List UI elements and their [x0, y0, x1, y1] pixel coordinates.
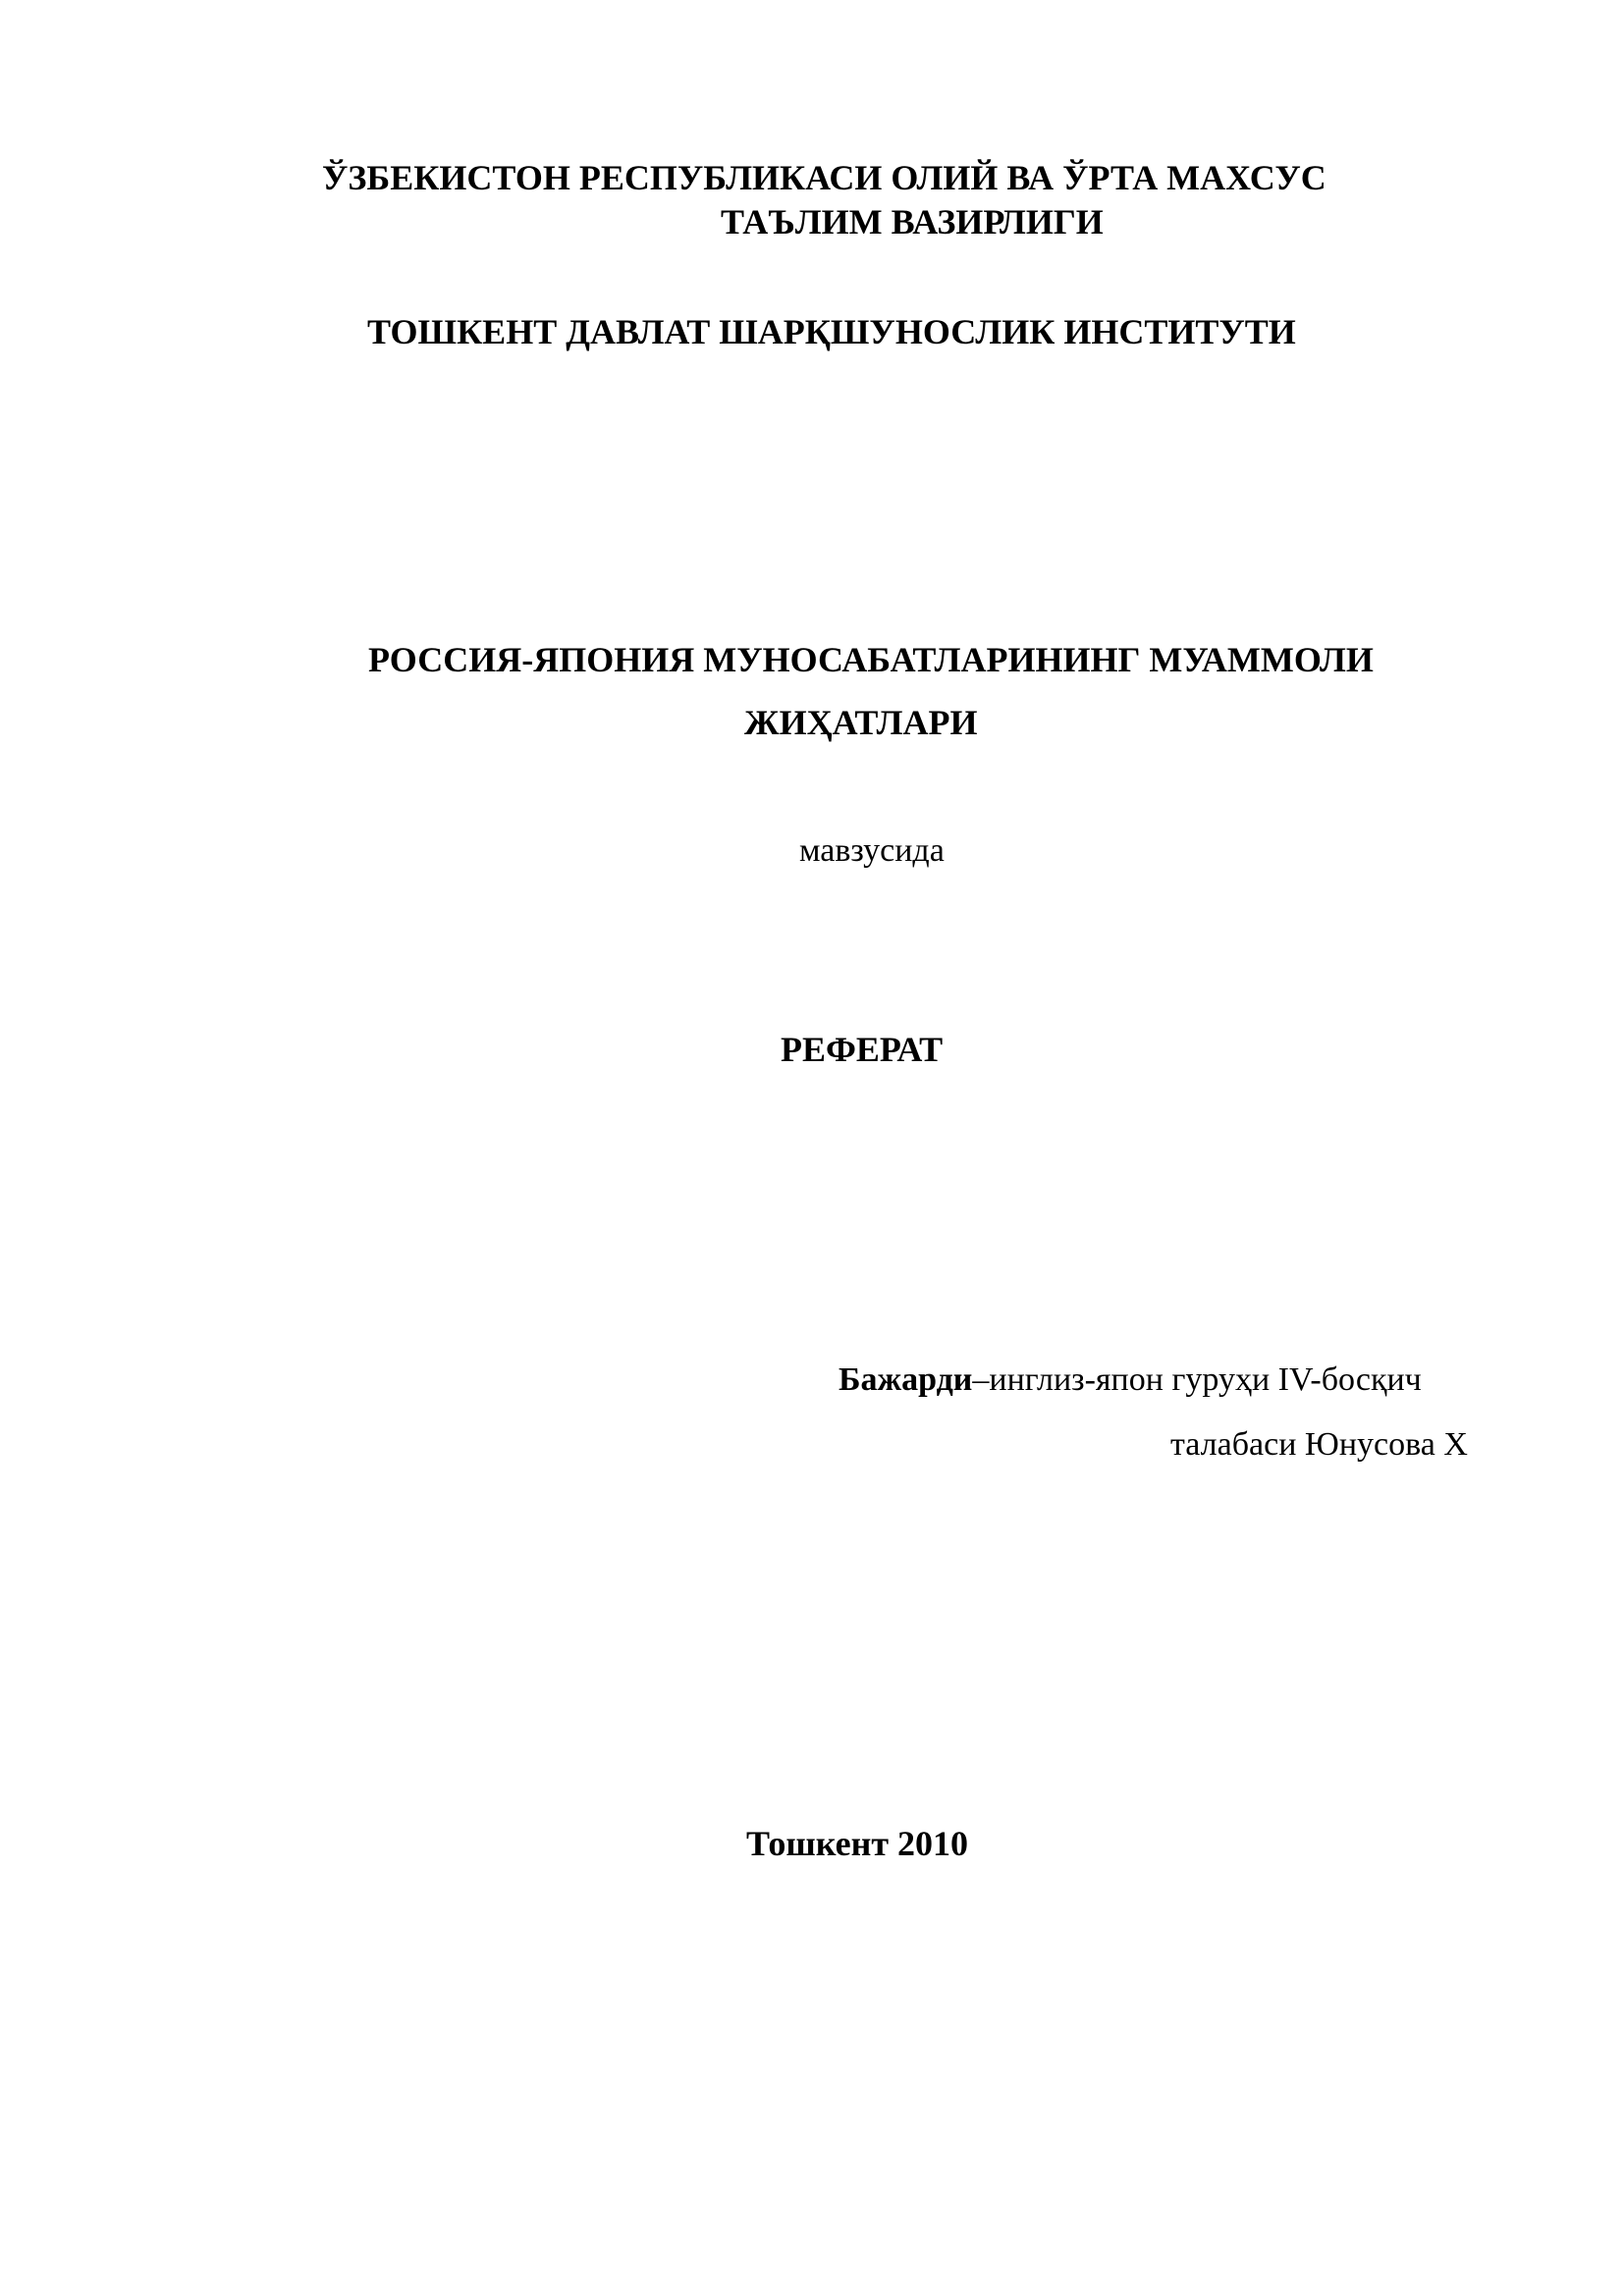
performed-by-text: –инглиз-япон гуруҳи IV-босқич: [972, 1362, 1422, 1398]
topic-title-line2: ЖИҲАТЛАРИ: [744, 703, 978, 742]
ministry-name-line2: ТАЪЛИМ ВАЗИРЛИГИ: [721, 202, 1104, 241]
topic-title-line1: РОССИЯ-ЯПОНИЯ МУНОСАБАТЛАРИНИНГ МУАММОЛИ: [368, 640, 1374, 679]
performed-by-line: [839, 1363, 1422, 1397]
ministry-name-line1: ЎЗБЕКИСТОН РЕСПУБЛИКАСИ ОЛИЙ ВА ЎРТА МАХСУС: [322, 158, 1326, 197]
document-type: РЕФЕРАТ: [781, 1030, 944, 1069]
performed-by-label: Бажарди: [839, 1362, 973, 1398]
student-name-line: талабаси Юнусова Х: [1170, 1426, 1468, 1463]
city-year: Тошкент 2010: [746, 1824, 969, 1863]
institute-name: ТОШКЕНТ ДАВЛАТ ШАРҚШУНОСЛИК ИНСТИТУТИ: [367, 312, 1296, 351]
topic-subtitle: мавзусида: [799, 832, 945, 869]
